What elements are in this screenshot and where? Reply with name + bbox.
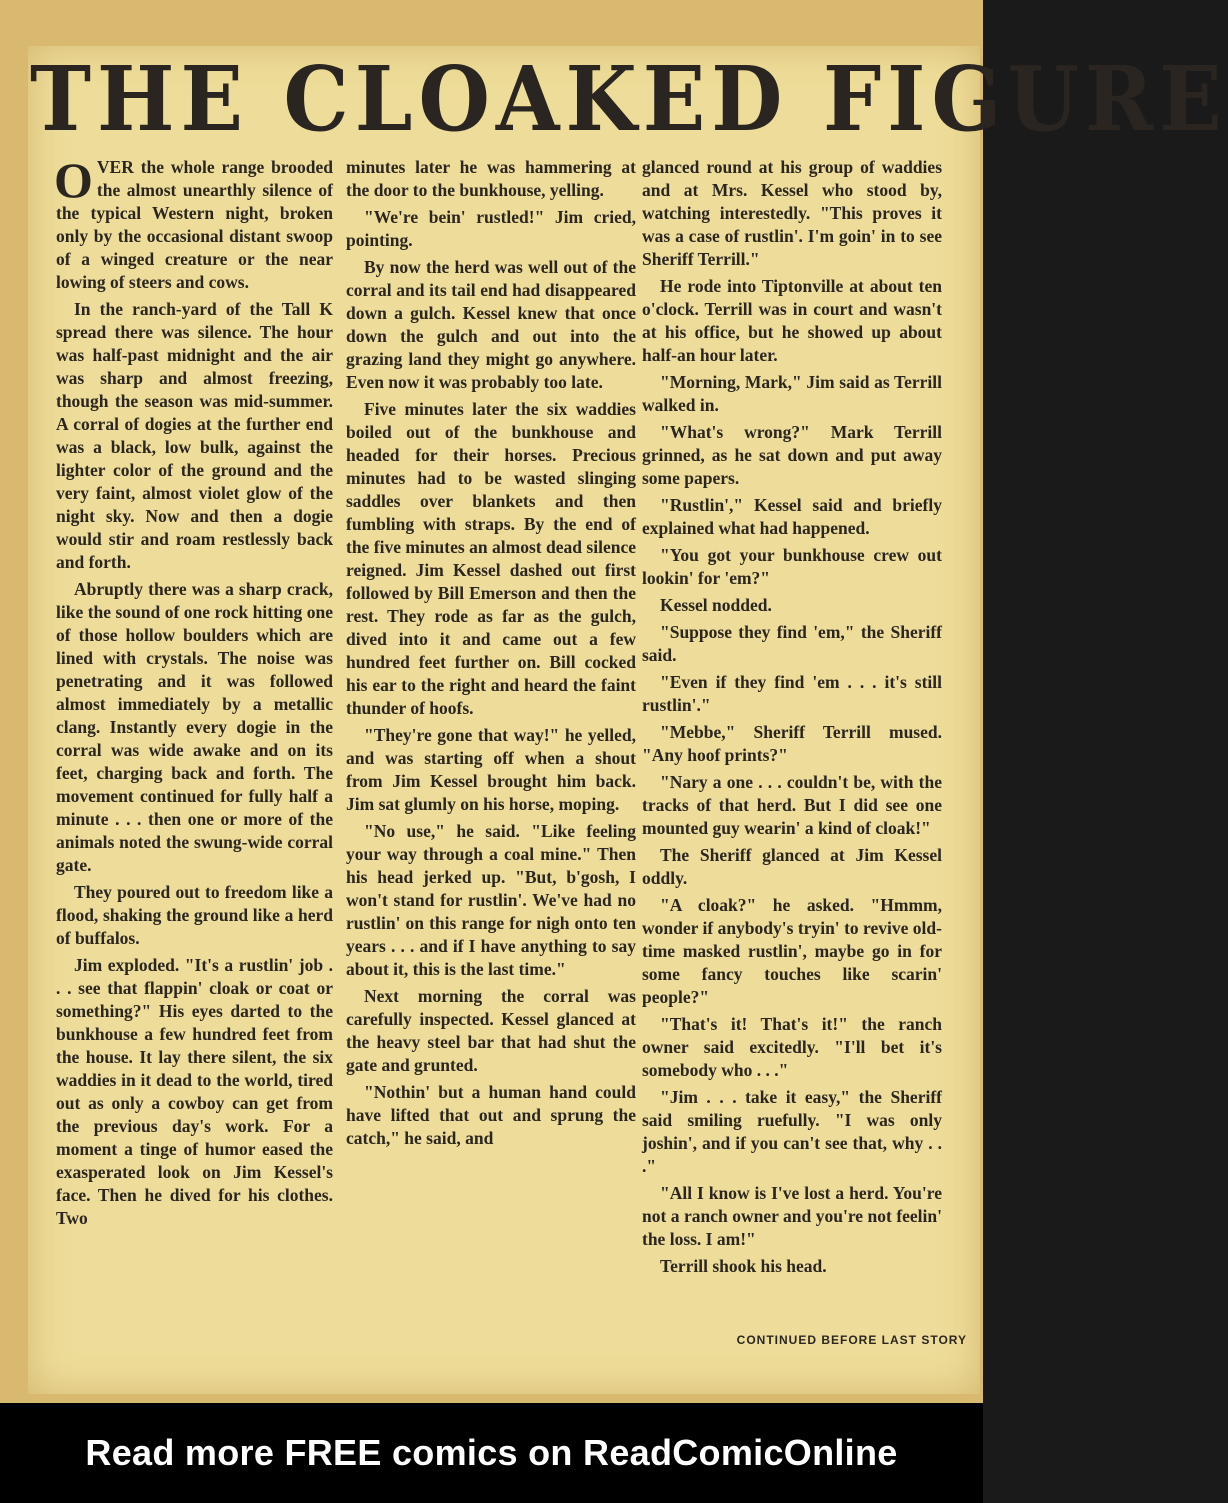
paragraph: "We're bein' rustled!" Jim cried, pointing. — [346, 207, 636, 250]
paragraph: "Nothin' but a human hand could have lifted that out and sprung the catch," he said, and — [346, 1082, 636, 1148]
paragraph: He rode into Tiptonville at about ten o'clock. Terrill was in court and wasn't at his office, but he showed up about half-an hour later. — [642, 276, 942, 365]
paragraph: Next morning the corral was carefully inspected. Kessel glanced at the heavy steel bar that had shut the gate and grunted. — [346, 986, 636, 1075]
paragraph: "You got your bunkhouse crew out lookin' for 'em?" — [642, 545, 942, 588]
paragraph: They poured out to freedom like a flood, shaking the ground like a herd of buffalos. — [56, 882, 333, 948]
paragraph: "What's wrong?" Mark Terrill grinned, as he sat down and put away some papers. — [642, 422, 942, 488]
paragraph: "Jim . . . take it easy," the Sheriff said smiling ruefully. "I was only joshin', and if you can't see that, why . . ." — [642, 1087, 942, 1176]
paragraph: "Suppose they find 'em," the Sheriff said. — [642, 622, 942, 665]
paragraph: "That's it! That's it!" the ranch owner said excitedly. "I'll bet it's somebody who . . ." — [642, 1014, 942, 1080]
paragraph: "Rustlin'," Kessel said and briefly explained what had happened. — [642, 495, 942, 538]
paragraph: In the ranch-yard of the Tall K spread there was silence. The hour was half-past midnight and the air was sharp and almost freezing, though the season was mid-summer. A corral of dogies at the further end was a black, low bulk, against the lighter color of the ground and the very faint, almost violet glow of the night sky. Now and then a dogie would stir and roam restlessly back and forth. — [56, 299, 333, 572]
paragraph: "Nary a one . . . couldn't be, with the tracks of that herd. But I did see one mounted guy wearin' a kind of cloak!" — [642, 772, 942, 838]
text-column-2 — [346, 156, 636, 1346]
paragraph: "Morning, Mark," Jim said as Terrill walked in. — [642, 372, 942, 415]
paragraph-continuation: glanced round at his group of waddies and at Mrs. Kessel who stood by, watching interestedly. "This proves it was a case of rustlin'. I'm goin' in to see Sheriff Terrill." — [642, 157, 942, 269]
paragraph: Jim exploded. "It's a rustlin' job . . . see that flappin' cloak or coat or something?" His eyes darted to the bunkhouse a few hundred feet from the house. It lay there silent, the six waddies in it dead to the world, tired out as only a cowboy can get from the previous day's work. For a moment a tinge of humor eased the exasperated look on Jim Kessel's face. Then he dived for his clothes. Two — [56, 955, 333, 1228]
paragraph: "They're gone that way!" he yelled, and was starting off when a shout from Jim Kessel brought him back. Jim sat glumly on his horse, moping. — [346, 725, 636, 814]
promo-banner[interactable] — [0, 1403, 983, 1503]
paragraph: "No use," he said. "Like feeling your way through a coal mine." Then his head jerked up. "But, b'gosh, I won't stand for rustlin'. We've had no rustlin' on this range for nigh onto ten years . . . and if I have anything to say about it, this is the last time." — [346, 821, 636, 979]
paragraph: By now the herd was well out of the corral and its tail end had disappeared down a gulch. Kessel knew that once down the gulch and out into the grazing land they might go anywhere. Even now it was probably too late. — [346, 257, 636, 392]
paragraph: "Mebbe," Sheriff Terrill mused. "Any hoof prints?" — [642, 722, 942, 765]
paragraph-continuation: minutes later he was hammering at the door to the bunkhouse, yelling. — [346, 157, 636, 200]
promo-banner-text[interactable]: Read more FREE comics on ReadComicOnline — [85, 1432, 898, 1473]
text-column-3 — [642, 156, 942, 1346]
story-title: THE CLOAKED FIGURE — [30, 48, 1228, 152]
paragraph: Terrill shook his head. — [660, 1256, 827, 1276]
drop-cap: O — [54, 152, 93, 208]
continued-note: CONTINUED BEFORE LAST STORY — [736, 1333, 967, 1347]
paragraph: "All I know is I've lost a herd. You're not a ranch owner and you're not feelin' the loss. I am!" — [642, 1183, 942, 1249]
paragraph: Abruptly there was a sharp crack, like the sound of one rock hitting one of those hollow boulders which are lined with crystals. The noise was penetrating and it was followed almost immediately by a metallic clang. Instantly every dogie in the corral was wide awake and on its feet, charging back and forth. The movement continued for fully half a minute . . . then one or more of the animals noted the swung-wide corral gate. — [56, 579, 333, 875]
paragraph: Kessel nodded. — [660, 595, 772, 615]
text-column-1 — [54, 152, 333, 1346]
paragraph: "Even if they find 'em . . . it's still rustlin'." — [642, 672, 942, 715]
paragraph: Five minutes later the six waddies boiled out of the bunkhouse and headed for their horses. Precious minutes had to be wasted slinging saddles over blankets and then fumbling with straps. By the end of the five minutes an almost dead silence reigned. Jim Kessel dashed out first followed by Bill Emerson and then the rest. They rode as far as the gulch, dived into it and came out a few hundred feet further on. Bill cocked his ear to the right and heard the faint thunder of hoofs. — [346, 399, 636, 718]
paragraph: The Sheriff glanced at Jim Kessel oddly. — [642, 845, 942, 888]
paragraph: "A cloak?" he asked. "Hmmm, wonder if anybody's tryin' to revive old-time masked rustlin', maybe go in for some fancy touches like scarin' people?" — [642, 895, 942, 1007]
paragraph: OVER the whole range brooded the almost unearthly silence of the typical Western night, broken only by the occasional distant swoop of a winged creature or the near lowing of steers and cows. — [54, 152, 333, 292]
